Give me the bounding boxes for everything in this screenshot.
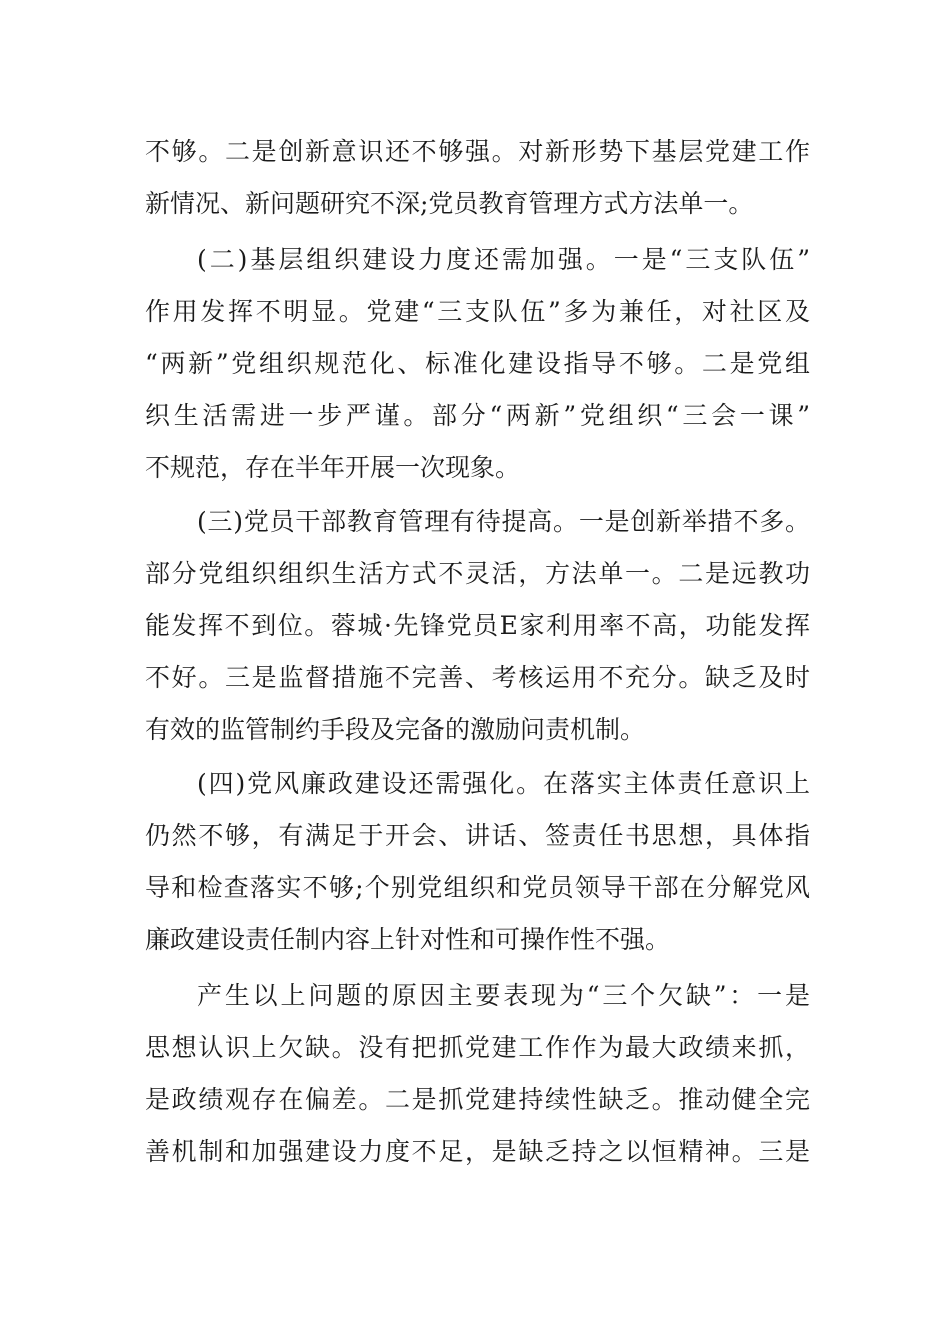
text-line: 新情况、新问题研究不深;党员教育管理方式方法单一。 <box>145 189 754 218</box>
text-line: 导和检查落实不够;个别党组织和党员领导干部在分解党风 <box>145 873 810 902</box>
text-line: 不好。三是监督措施不完善、考核运用不充分。缺乏及时 <box>145 663 810 692</box>
text-line: 作用发挥不明显。党建“三支队伍”多为兼任，对社区及 <box>145 297 810 326</box>
text-line: 不规范，存在半年开展一次现象。 <box>145 453 521 482</box>
text-line: 部分党组织组织生活方式不灵活，方法单一。二是远教功 <box>145 559 810 588</box>
text-line: 仍然不够，有满足于开会、讲话、签责任书思想，具体指 <box>145 821 810 850</box>
text-line: 产生以上问题的原因主要表现为“三个欠缺”：一是 <box>197 981 810 1010</box>
text-line: 廉政建设责任制内容上针对性和可操作性不强。 <box>145 925 671 954</box>
paragraph-continuation <box>145 126 810 230</box>
paragraph-section-2 <box>145 234 810 494</box>
paragraph-causes <box>145 970 810 1178</box>
text-line: (二)基层组织建设力度还需加强。一是“三支队伍” <box>197 245 810 274</box>
text-line: 织生活需进一步严谨。部分“两新”党组织“三会一课” <box>145 401 810 430</box>
paragraph-section-3 <box>145 496 810 756</box>
text-line: (三)党员干部教育管理有待提高。一是创新举措不多。 <box>197 507 810 536</box>
text-line: 不够。二是创新意识还不够强。对新形势下基层党建工作 <box>145 137 810 166</box>
text-line: 是政绩观存在偏差。二是抓党建持续性缺乏。推动健全完 <box>145 1085 810 1114</box>
text-line: (四)党风廉政建设还需强化。在落实主体责任意识上 <box>197 769 810 798</box>
paragraph-section-4 <box>145 758 810 966</box>
text-line: 能发挥不到位。蓉城·先锋党员E家利用率不高，功能发挥 <box>145 611 810 640</box>
text-line: 有效的监管制约手段及完备的激励问责机制。 <box>145 715 646 744</box>
text-line: 思想认识上欠缺。没有把抓党建工作作为最大政绩来抓， <box>145 1033 810 1062</box>
text-line: 善机制和加强建设力度不足，是缺乏持之以恒精神。三是 <box>145 1137 810 1166</box>
text-line: “两新”党组织规范化、标准化建设指导不够。二是党组 <box>145 349 810 378</box>
